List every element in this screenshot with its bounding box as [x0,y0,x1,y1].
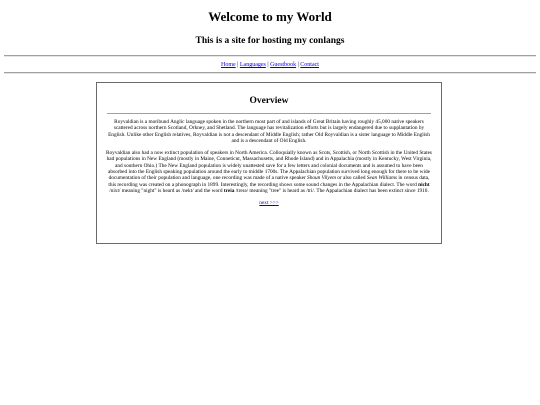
nav-separator: | [297,62,299,68]
paragraph-text: or also called [335,175,367,182]
nav-separator: | [267,62,269,68]
next-page-link[interactable]: next >>> [259,200,279,207]
page-title: Welcome to my World [208,9,332,24]
overview-paragraph-2 [105,150,433,194]
nav-link-guestbook[interactable]: Guestbook [270,62,297,68]
overview-panel [96,82,442,244]
overview-heading: Overview [249,96,289,106]
page-subtitle: This is a site for hosting my conlangs [195,36,345,46]
nav-link-languages[interactable]: Languages [239,62,266,68]
paragraph-text: /treɪə/ meaning "tree" is heard as /tri/. The Appalachian dialect has been extinct since 1910. [234,187,429,194]
census-name: Sean Williams [366,175,397,182]
nav-link-home[interactable]: Home [221,62,236,68]
site-header [0,0,540,47]
nav-divider [4,72,536,74]
example-word: treia [223,187,235,194]
paragraph-text: in census data, this recording was created on a phonograph in 1899. Interestingly, the recording shows some sound changes in the Appalachian dialect. The word [108,175,430,188]
paragraph-text: /nixt/ meaning "night" is heard as /nekt/ and the word [109,187,224,194]
example-word: nicht [418,181,430,188]
speaker-name: Shoun Vilyem [307,175,336,182]
main-nav [0,57,540,72]
nav-link-contact[interactable]: Contact [300,62,319,68]
paragraph-text: Royvaldian also had a now extinct population of speakers in North America. Colloquially known as Scots, Scottish, or North Scottish in the United States had populations in New England (mostly in Maine, Conneticut, Massachusetts, and Rhode Island) and in Appalachia (mostly in Kentucky, West Virginia, and southern Ohio.) The New England population is widely unattested save for a few letters and colonial documents and is assumed to have been absorbed into the English speaking population around the early to middle 1700s. The Appalachian population survived long enough for there to be wide documentation of their population and language, one recording was made of a native speaker [105,150,432,182]
overview-divider [107,113,431,114]
nav-separator: | [237,62,239,68]
overview-paragraph-1: Royvaldian is a moribund Anglic language spoken in the northern most part of and islands of Great Britain having roughly 45,000 native speakers scattered across northern Scotland, Orkney, and Shetland. The language has revitalization efforts but is largely endangered due to supplantation by English. Unlike other English relatives, Royvaldian is not a descendant of Middle English; rather Old Royvaldian is a sister language to Middle English and is a descendant of Old English. [108,119,430,144]
